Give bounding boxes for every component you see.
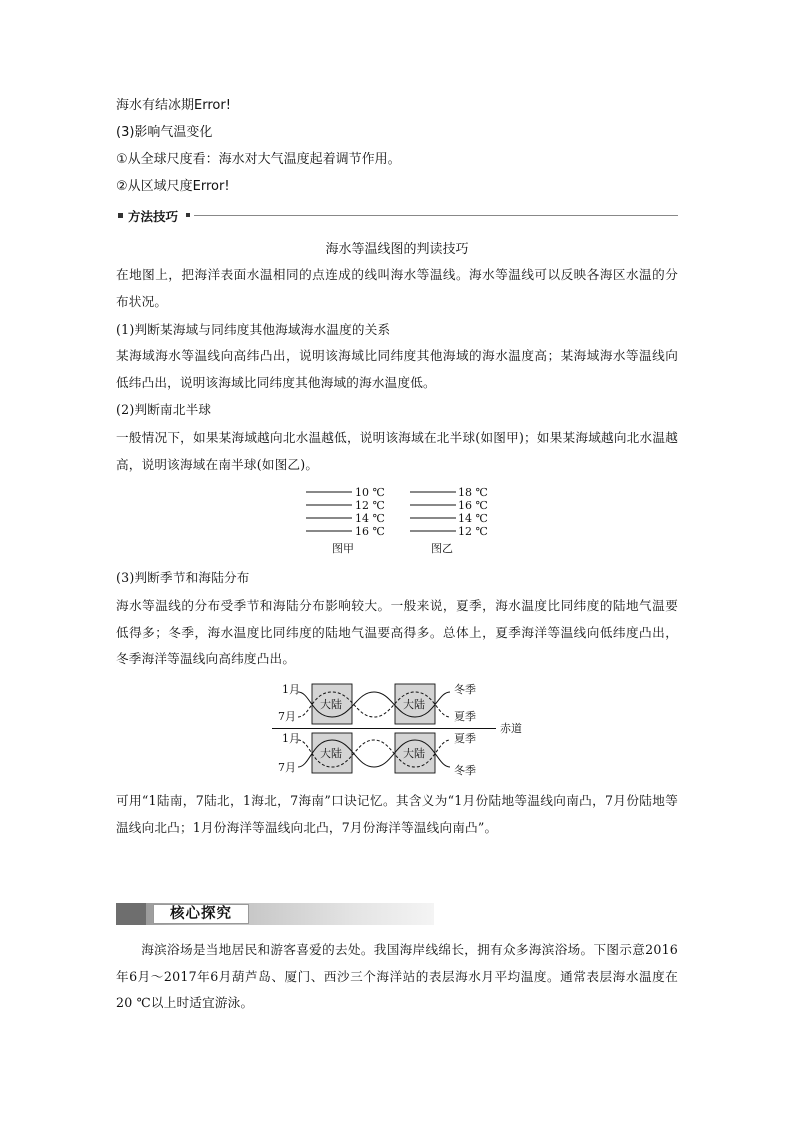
label-winter: 冬季: [454, 683, 476, 696]
intro-paragraph: 在地图上，把海洋表面水温相同的点连成的线叫海水等温线。海水等温线可以反映各海区水温的分布状况。: [116, 267, 678, 309]
label-summer: 夏季: [454, 732, 476, 745]
paragraph-2: 一般情况下，如果某海域越向北水温越低，说明该海域在北半球(如图甲)；如果某海域越向北水温越高，说明该海域在南半球(如图乙)。: [116, 430, 678, 472]
paragraph-1: 某海域海水等温线向高纬凸出，说明该海域比同纬度其他海域的海水温度高；某海域海水等温线向低纬凸出，说明该海域比同纬度其他海域的海水温度低。: [116, 348, 678, 390]
jia-label: 12 ℃: [355, 499, 385, 512]
method-title: 海水等温线图的判读技巧: [325, 242, 469, 257]
label-summer: 夏季: [454, 710, 476, 723]
core-section-banner: [116, 903, 434, 925]
season-land-sea-figure: [270, 680, 540, 780]
core-paragraph: 海滨浴场是当地居民和游客喜爱的去处。我国海岸线绵长，拥有众多海滨浴场。下图示意2016年6月～2017年6月葫芦岛、厦门、西沙三个海洋站的表层海水月平均温度。通常表层海水温度在20 ℃以上时适宜游泳。: [116, 942, 678, 1010]
yi-label: 16 ℃: [458, 499, 488, 512]
yi-label: 14 ℃: [458, 512, 488, 525]
caption-jia: 图甲: [332, 542, 354, 555]
yi-label: 18 ℃: [458, 486, 488, 499]
label-jul: 7月: [278, 761, 296, 774]
isotherm-figure-jia-yi: [300, 484, 500, 560]
jia-label: 10 ℃: [355, 486, 385, 499]
yi-label: 12 ℃: [458, 525, 488, 538]
label-land: 大陆: [403, 747, 425, 760]
jia-label: 14 ℃: [355, 512, 385, 525]
section-label: 方法技巧: [128, 209, 179, 224]
text-sea-ice: 海水有结冰期Error!: [116, 98, 231, 113]
heading-2: (2)判断南北半球: [116, 402, 212, 417]
label-winter: 冬季: [454, 764, 476, 777]
label-jul: 7月: [278, 710, 296, 723]
square-bullet-icon: [118, 213, 123, 218]
paragraph-4: 可用“1陆南，7陆北，1海北，7海南”口诀记忆。其含义为“1月份陆地等温线向南凸，7月份陆地等温线向北凸；1月份海洋等温线向北凸，7月份海洋等温线向南凸”。: [116, 793, 678, 835]
label-land: 大陆: [320, 698, 342, 711]
label-land: 大陆: [403, 698, 425, 711]
heading-3: (3)判断季节和海陆分布: [116, 570, 250, 585]
label-land: 大陆: [320, 747, 342, 760]
caption-yi: 图乙: [431, 542, 453, 555]
banner-dark-block: [116, 903, 146, 925]
jia-label: 16 ℃: [355, 525, 385, 538]
banner-label: 核心探究: [170, 906, 232, 922]
method-section-heading: [116, 207, 678, 225]
label-equator: 赤道: [500, 722, 522, 735]
label-jan: 1月: [282, 732, 300, 745]
text-regional-scale: ②从区域尺度Error!: [116, 179, 230, 194]
text-global-scale: ①从全球尺度看：海水对大气温度起着调节作用。: [116, 152, 401, 167]
square-bullet-icon: [186, 213, 190, 217]
paragraph-3: 海水等温线的分布受季节和海陆分布影响较大。一般来说，夏季，海水温度比同纬度的陆地气温要低得多；冬季，海水温度比同纬度的陆地气温要高得多。总体上，夏季海洋等温线向低纬度凸出，冬季海洋等温线向高纬度凸出。: [116, 598, 678, 666]
divider: [194, 215, 678, 216]
text-affect-temperature: (3)影响气温变化: [116, 125, 213, 140]
heading-1: (1)判断某海域与同纬度其他海域海水温度的关系: [116, 322, 391, 337]
label-jan: 1月: [282, 683, 300, 696]
